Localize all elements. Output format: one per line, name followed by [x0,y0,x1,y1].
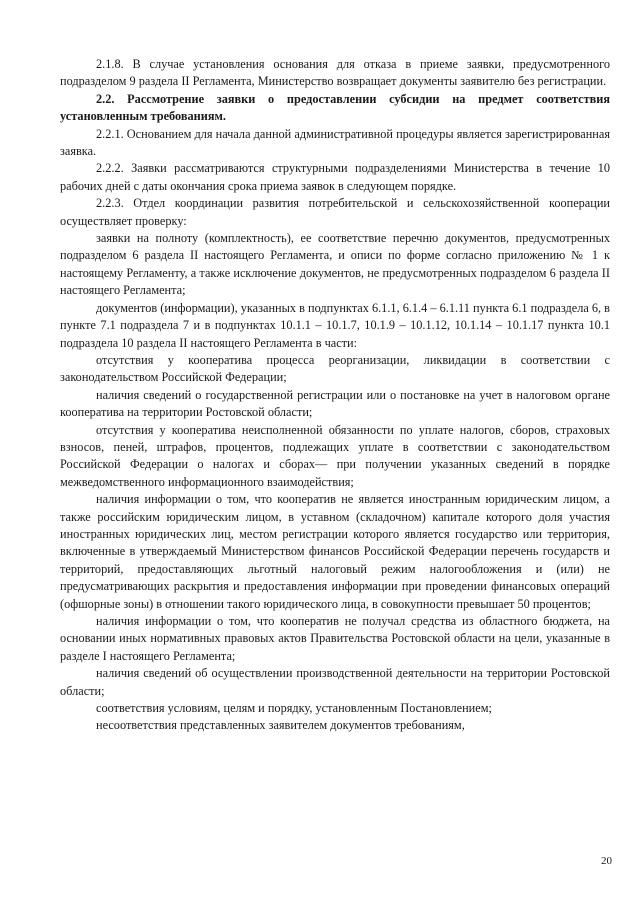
section-heading-2-2: 2.2. Рассмотрение заявки о предоставлении субсидии на предмет соответствия установленным требованиям. [60,91,610,124]
paragraph-2-2-1: 2.2.1. Основанием для начала данной административной процедуры является зарегистрированная заявка. [60,126,610,159]
list-item-reorganization: отсутствия у кооператива процесса реорганизации, ликвидации в соответствии с законодательством Российской Федерации; [60,352,610,385]
list-item-foreign-entity: наличия информации о том, что кооператив не является иностранным юридическим лицом, а также российским юридическим лицом, в уставном (складочном) капитале которого доля участия иностранных юридических лиц, местом регистрации которого является государство или территория, включенные в утверждаемый Министерством финансов Российской Федерации перечень государств и территорий, предоставляющих льготный налоговый режим налогообложения и (или) не предусматривающих раскрытия и предоставления информации при проведении финансовых операций (офшорные зоны) в отношении такого юридического лица, в совокупности превышает 50 процентов; [60,492,610,611]
list-item-nonconformity: несоответствия представленных заявителем документов требованиям, [96,718,465,733]
page-number: 20 [601,855,612,867]
list-item-conditions: соответствия условиям, целям и порядку, установленным Постановлением; [96,701,492,716]
paragraph-2-2-3: 2.2.3. Отдел координации развития потребительской и сельскохозяйственной кооперации осуществляет проверку: [60,196,610,228]
document-body [60,56,610,735]
list-item-tax-obligations: отсутствия у кооператива неисполненной обязанности по уплате налогов, сборов, страховых взносов, пеней, штрафов, процентов, подлежащих уплате в соответствии с законодательством Российской Федерации о налогах и сборах— при получении указанных сведений в порядке межведомственного информационного взаимодействия; [60,422,610,489]
list-item-regional-budget: наличия информации о том, что кооператив не получал средства из областного бюджета, на основании иных нормативных правовых актов Правительства Ростовской области на цели, указанные в разделе I настоящего Регламента; [60,614,610,663]
list-item-documents: документов (информации), указанных в подпунктах 6.1.1, 6.1.4 – 6.1.11 пункта 6.1 подраздела 6, в пункте 7.1 подраздела 7 и в подпунктах 10.1.1 – 10.1.7, 10.1.9 – 10.1.12, 10.1.14 – 10.1.17 пункта 10.1 подраздела 10 раздела II настоящего Регламента в части: [60,300,610,350]
paragraph-2-2-2: 2.2.2. Заявки рассматриваются структурными подразделениями Министерства в течение 10 рабочих дней с даты окончания срока приема заявок в следующем порядке. [60,161,610,193]
list-item-registration: наличия сведений о государственной регистрации или о постановке на учет в налоговом органе кооператива на территории Ростовской области; [60,387,610,420]
paragraph-2-1-8: 2.1.8. В случае установления основания для отказа в приеме заявки, предусмотренного подразделом 9 раздела II Регламента, Министерство возвращает документы заявителю без регистрации. [60,57,610,89]
list-item-production-activity: наличия сведений об осуществлении производственной деятельности на территории Ростовской области; [60,666,610,698]
list-item-completeness: заявки на полноту (комплектность), ее соответствие перечню документов, предусмотренных подразделом 6 раздела II настоящего Регламента, и описи по форме согласно приложению № 1 к настоящему Регламенту, а также исключение документов, не предусмотренных подразделом 6 раздела II настоящего Регламента; [60,231,610,298]
